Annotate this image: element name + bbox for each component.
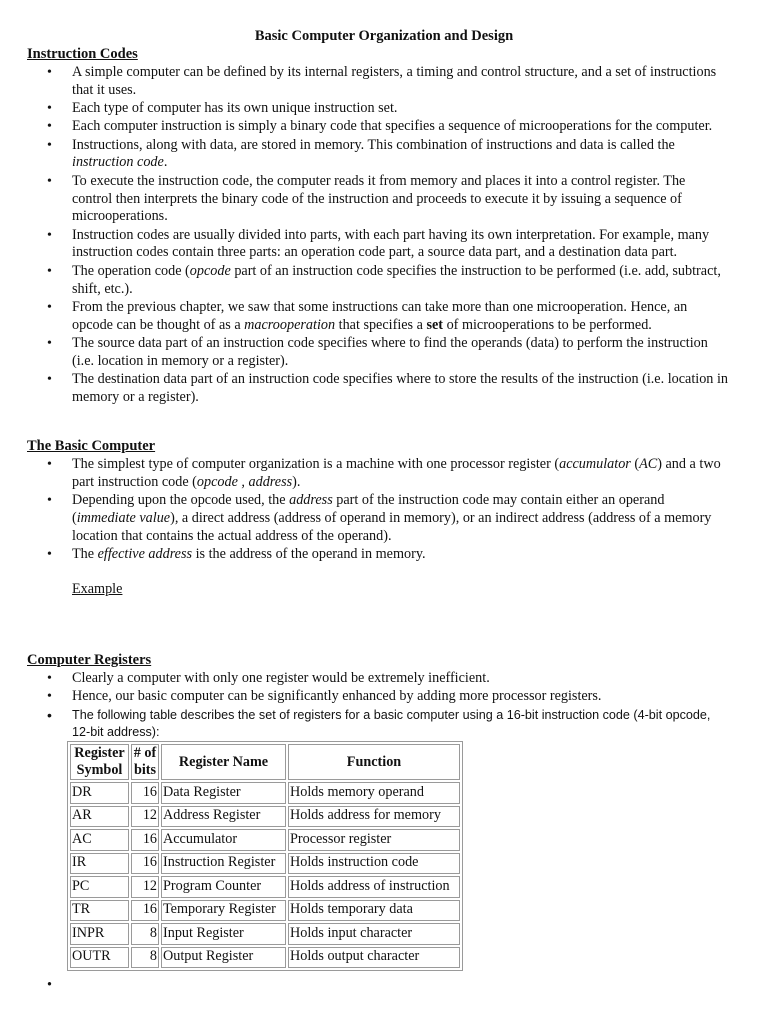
list-item: • The source data part of an instruction code specifies where to find the operands (data) to perform the instruction (i.e. location in memory or a register). [0, 335, 768, 371]
cell-bits: 12 [131, 876, 159, 898]
instruction-codes-list [0, 64, 768, 407]
page-title: Basic Computer Organization and Design [254, 28, 514, 44]
cell-symbol: PC [70, 876, 129, 898]
list-item: • A simple computer can be defined by its internal registers, a timing and control structure, and a set of instructions that it uses. [0, 64, 768, 100]
header-bits: # of bits [131, 744, 159, 780]
cell-name: Address Register [161, 806, 286, 828]
table-row [70, 923, 460, 945]
table-row [70, 806, 460, 828]
cell-bits: 16 [131, 782, 159, 804]
cell-name: Data Register [161, 782, 286, 804]
list-item: • Instruction codes are usually divided into parts, with each part having its own interpretation. For example, many instruction codes contain three parts: an operation code part, a source data part, and a destination data part. [0, 227, 768, 263]
table-row [70, 829, 460, 851]
list-item: • From the previous chapter, we saw that some instructions can take more than one microoperation. Hence, an opcode can be thought of as a macrooperation that specifies a set of microoperations to be performed. [0, 299, 768, 335]
cell-symbol: AR [70, 806, 129, 828]
list-item: • The simplest type of computer organization is a machine with one processor register (accumulator (AC) and a two part instruction code (opcode , address). [0, 456, 768, 492]
header-function: Function [288, 744, 460, 780]
cell-function: Holds temporary data [288, 900, 460, 922]
example-link[interactable]: Example [72, 581, 123, 597]
heading-instruction-codes: Instruction Codes [27, 46, 138, 62]
cell-bits: 16 [131, 829, 159, 851]
list-item: • Clearly a computer with only one register would be extremely inefficient. [0, 670, 768, 688]
cell-name: Temporary Register [161, 900, 286, 922]
cell-name: Accumulator [161, 829, 286, 851]
list-item: • The following table describes the set of registers for a basic computer using a 16-bit instruction code (4-bit opcode, 12-bit address): [0, 707, 768, 742]
empty-list-bullet: • [47, 977, 52, 993]
list-item: • Instructions, along with data, are stored in memory. This combination of instructions and data is called the instruction code. [0, 137, 768, 173]
registers-table [67, 741, 463, 971]
table-header-row [70, 744, 460, 780]
cell-bits: 16 [131, 853, 159, 875]
cell-symbol: IR [70, 853, 129, 875]
heading-computer-registers: Computer Registers [27, 652, 152, 668]
cell-bits: 16 [131, 900, 159, 922]
list-item: • The destination data part of an instruction code specifies where to store the results of the instruction (i.e. location in memory or a register). [0, 371, 768, 407]
list-item: • The effective address is the address of the operand in memory. [0, 546, 768, 564]
cell-bits: 8 [131, 923, 159, 945]
cell-function: Holds memory operand [288, 782, 460, 804]
cell-name: Output Register [161, 947, 286, 969]
table-row [70, 876, 460, 898]
cell-symbol: AC [70, 829, 129, 851]
list-item: • Depending upon the opcode used, the address part of the instruction code may contain either an operand (immediate value), a direct address (address of operand in memory), or an indirect address (address of a memory location that contains the actual address of the operand). [0, 492, 768, 545]
cell-name: Input Register [161, 923, 286, 945]
list-item: • The operation code (opcode part of an instruction code specifies the instruction to be performed (i.e. add, subtract, shift, etc.). [0, 263, 768, 299]
list-item: • Each type of computer has its own unique instruction set. [0, 100, 768, 118]
cell-function: Processor register [288, 829, 460, 851]
cell-function: Holds output character [288, 947, 460, 969]
basic-computer-list [0, 456, 768, 564]
list-item: • Each computer instruction is simply a binary code that specifies a sequence of microoperations for the computer. [0, 118, 768, 136]
cell-bits: 12 [131, 806, 159, 828]
cell-function: Holds input character [288, 923, 460, 945]
cell-name: Instruction Register [161, 853, 286, 875]
table-row [70, 782, 460, 804]
cell-symbol: OUTR [70, 947, 129, 969]
cell-function: Holds instruction code [288, 853, 460, 875]
cell-function: Holds address for memory [288, 806, 460, 828]
list-item: • To execute the instruction code, the computer reads it from memory and places it into a control register. The control then interprets the binary code of the instruction and proceeds to execute it by issuing a sequence of microoperations. [0, 173, 768, 226]
table-row [70, 947, 460, 969]
cell-name: Program Counter [161, 876, 286, 898]
cell-symbol: INPR [70, 923, 129, 945]
table-row [70, 900, 460, 922]
header-register-symbol: Register Symbol [70, 744, 129, 780]
cell-symbol: DR [70, 782, 129, 804]
heading-basic-computer: The Basic Computer [27, 438, 156, 454]
list-item: • Hence, our basic computer can be significantly enhanced by adding more processor registers. [0, 688, 768, 706]
cell-symbol: TR [70, 900, 129, 922]
table-row [70, 853, 460, 875]
cell-function: Holds address of instruction [288, 876, 460, 898]
header-register-name: Register Name [161, 744, 286, 780]
computer-registers-list [0, 670, 768, 742]
cell-bits: 8 [131, 947, 159, 969]
